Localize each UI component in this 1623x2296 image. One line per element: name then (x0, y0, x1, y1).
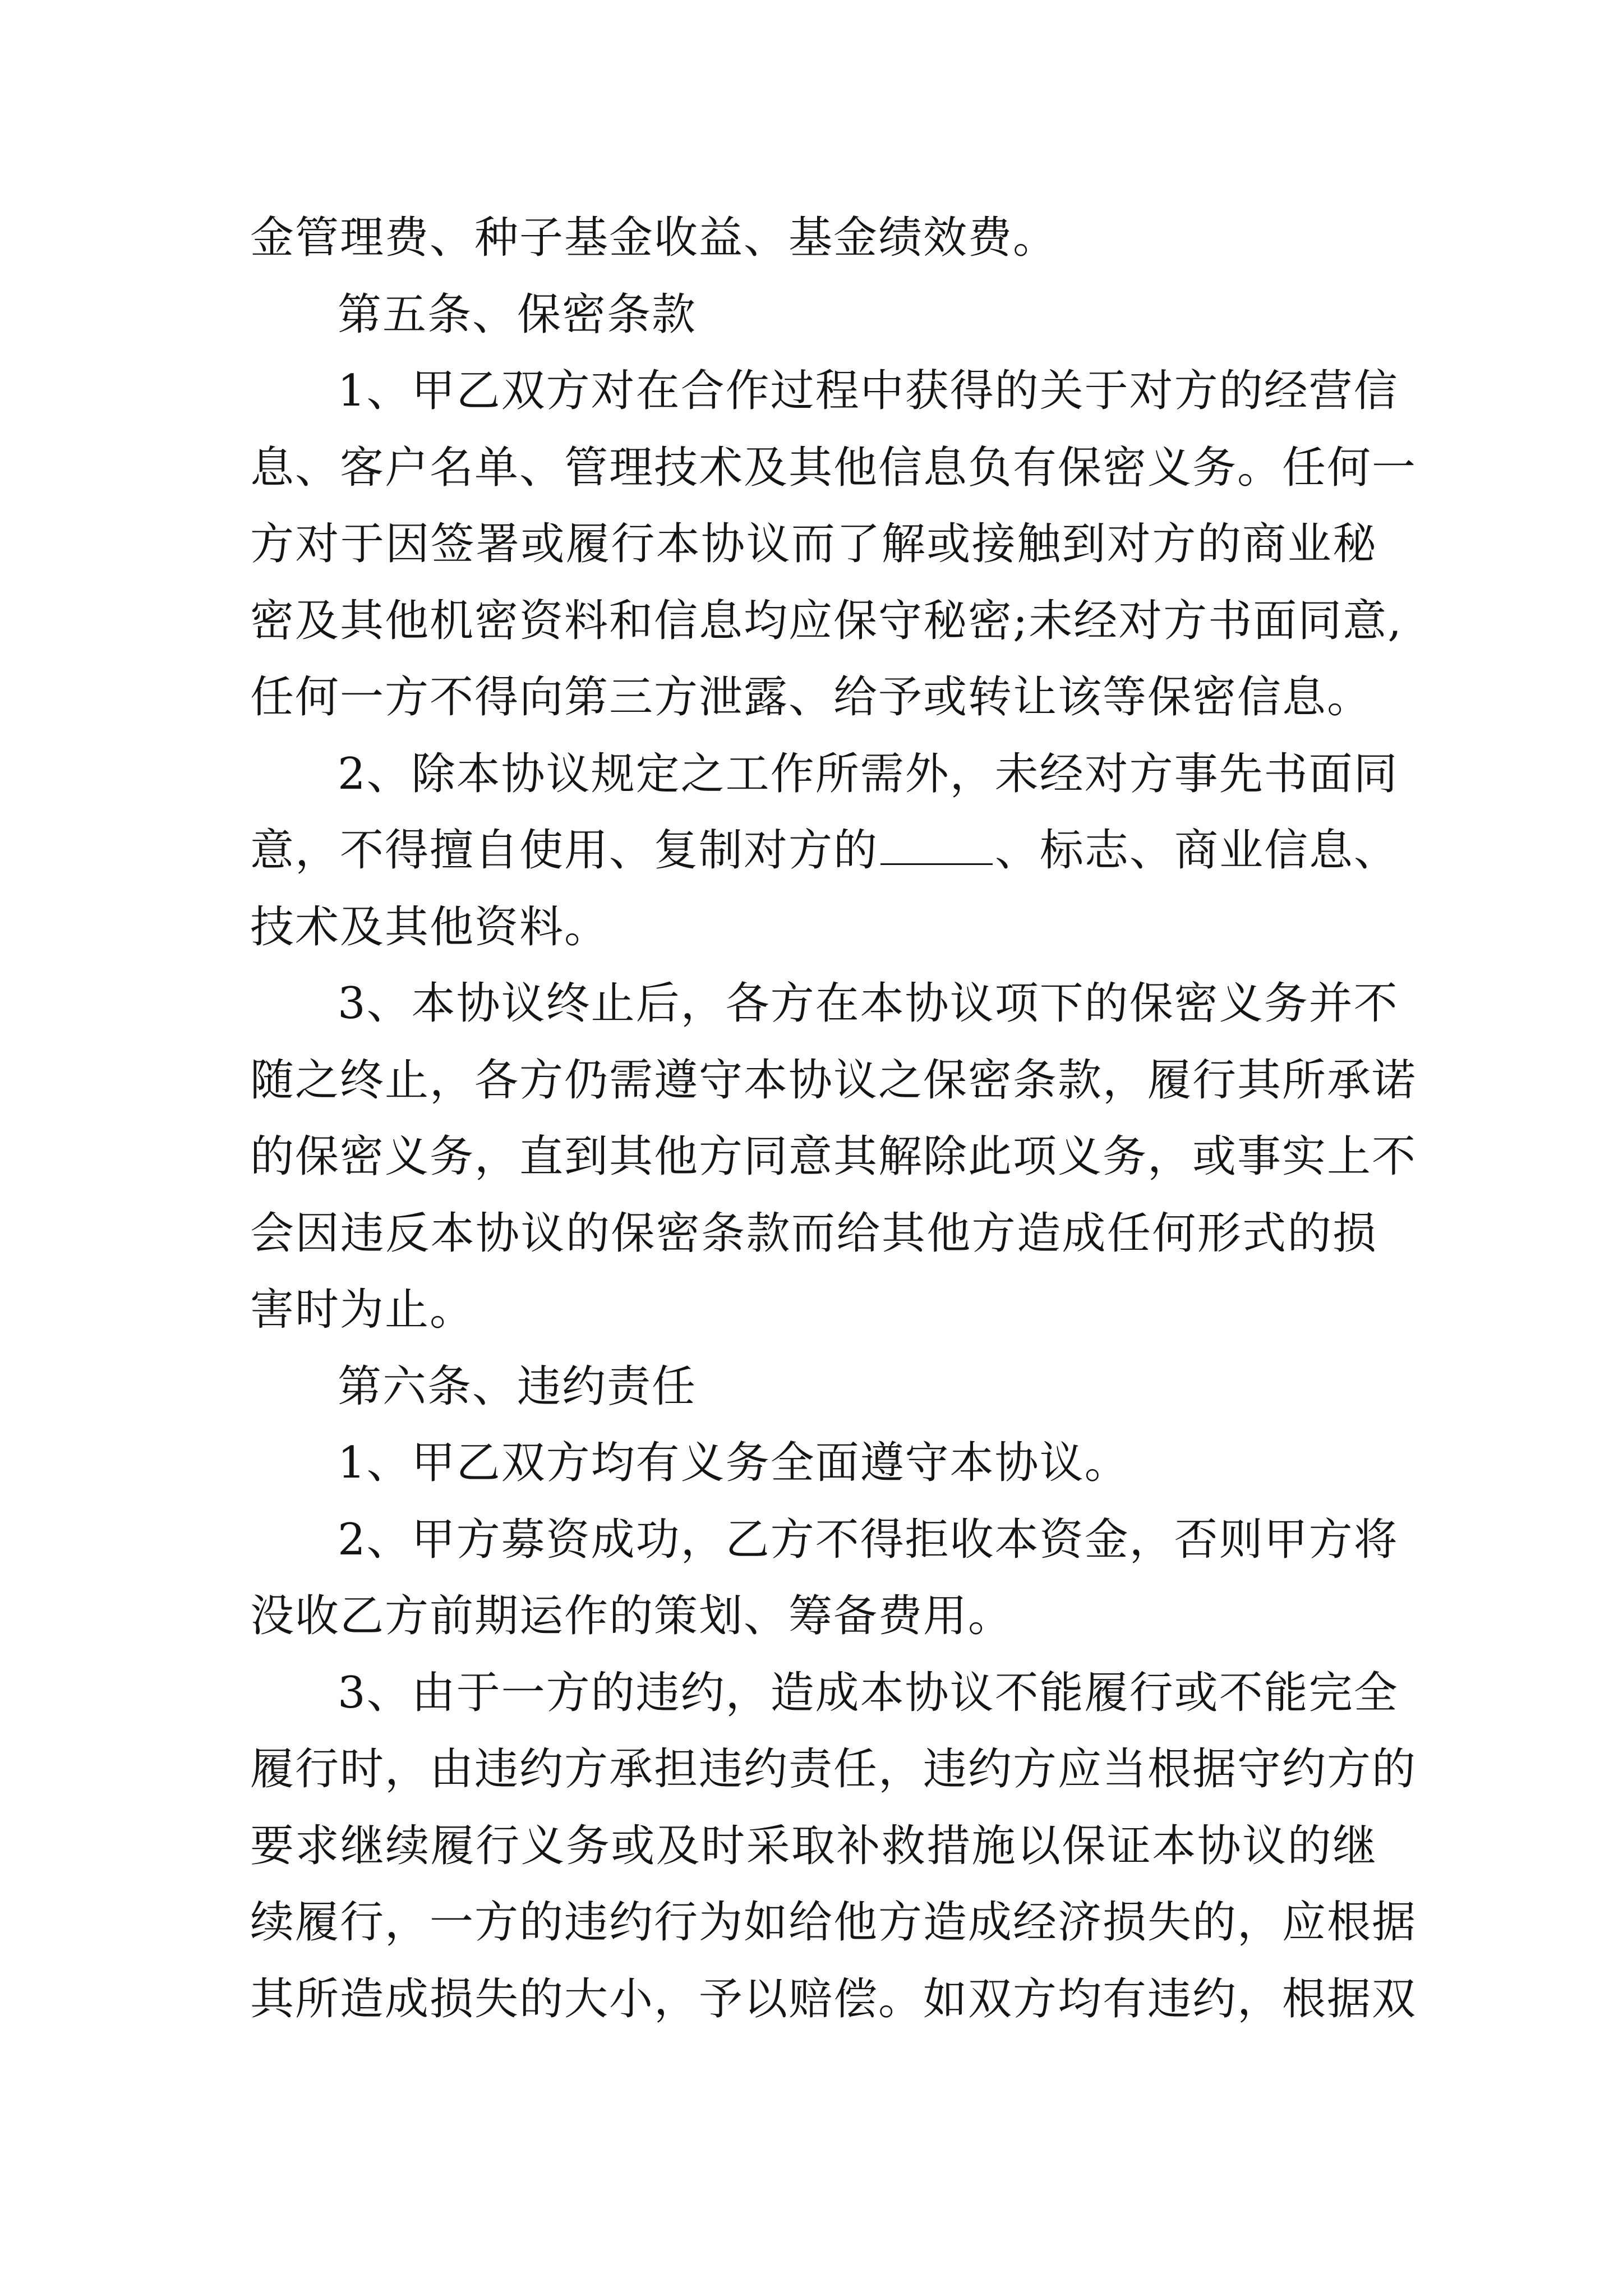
text-line: 随之终止，各方仍需遵守本协议之保密条款，履行其所承诺 (250, 1055, 1417, 1106)
text-line: 息、客户名单、管理技术及其他信息负有保密义务。任何一 (250, 442, 1417, 493)
text-line: 任何一方不得向第三方泄露、给予或转让该等保密信息。 (250, 672, 1372, 723)
section-heading-article-6: 第六条、违约责任 (338, 1361, 697, 1412)
text-line: 金管理费、种子基金收益、基金绩效费。 (250, 213, 1058, 263)
text-line: 没收乙方前期运作的策划、筹备费用。 (250, 1591, 1013, 1641)
text-line: 1、甲乙双方均有义务全面遵守本协议。 (338, 1438, 1129, 1488)
text-line: 其所造成损失的大小，予以赔偿。如双方均有违约，根据双 (250, 1973, 1417, 2024)
text-segment: 意，不得擅自使用、复制对方的 (250, 825, 879, 876)
text-line: 的保密义务，直到其他方同意其解除此项义务，或事实上不 (250, 1131, 1417, 1182)
text-line: 害时为止。 (250, 1285, 475, 1335)
text-line: 方对于因签署或履行本协议而了解或接触到对方的商业秘 (250, 519, 1377, 569)
text-line: 3、由于一方的违约，造成本协议不能履行或不能完全 (338, 1667, 1399, 1718)
text-line: 会因违反本协议的保密条款而给其他方造成任何形式的损 (250, 1208, 1377, 1259)
document-body (250, 200, 1417, 2037)
text-line: 技术及其他资料。 (250, 901, 610, 953)
section-heading-article-5: 第五条、保密条款 (338, 289, 697, 340)
text-line-with-blank (250, 812, 1399, 889)
text-line: 2、除本协议规定之工作所需外，未经对方事先书面同 (338, 748, 1399, 799)
text-line: 2、甲方募资成功，乙方不得拒收本资金，否则甲方将 (338, 1514, 1399, 1565)
text-line: 续履行，一方的违约行为如给他方造成经济损失的，应根据 (250, 1897, 1417, 1948)
text-line: 1、甲乙双方对在合作过程中获得的关于对方的经营信 (338, 366, 1399, 416)
text-line: 履行时，由违约方承担违约责任，违约方应当根据守约方的 (250, 1744, 1417, 1795)
text-segment: 、标志、商业信息、 (995, 825, 1399, 876)
text-line: 密及其他机密资料和信息均应保守秘密;未经对方书面同意, (250, 595, 1403, 646)
text-line: 要求继续履行义务或及时采取补救措施以保证本协议的继 (250, 1820, 1377, 1871)
text-line: 3、本协议终止后，各方在本协议项下的保密义务并不 (338, 978, 1399, 1029)
fill-in-blank (880, 861, 993, 865)
